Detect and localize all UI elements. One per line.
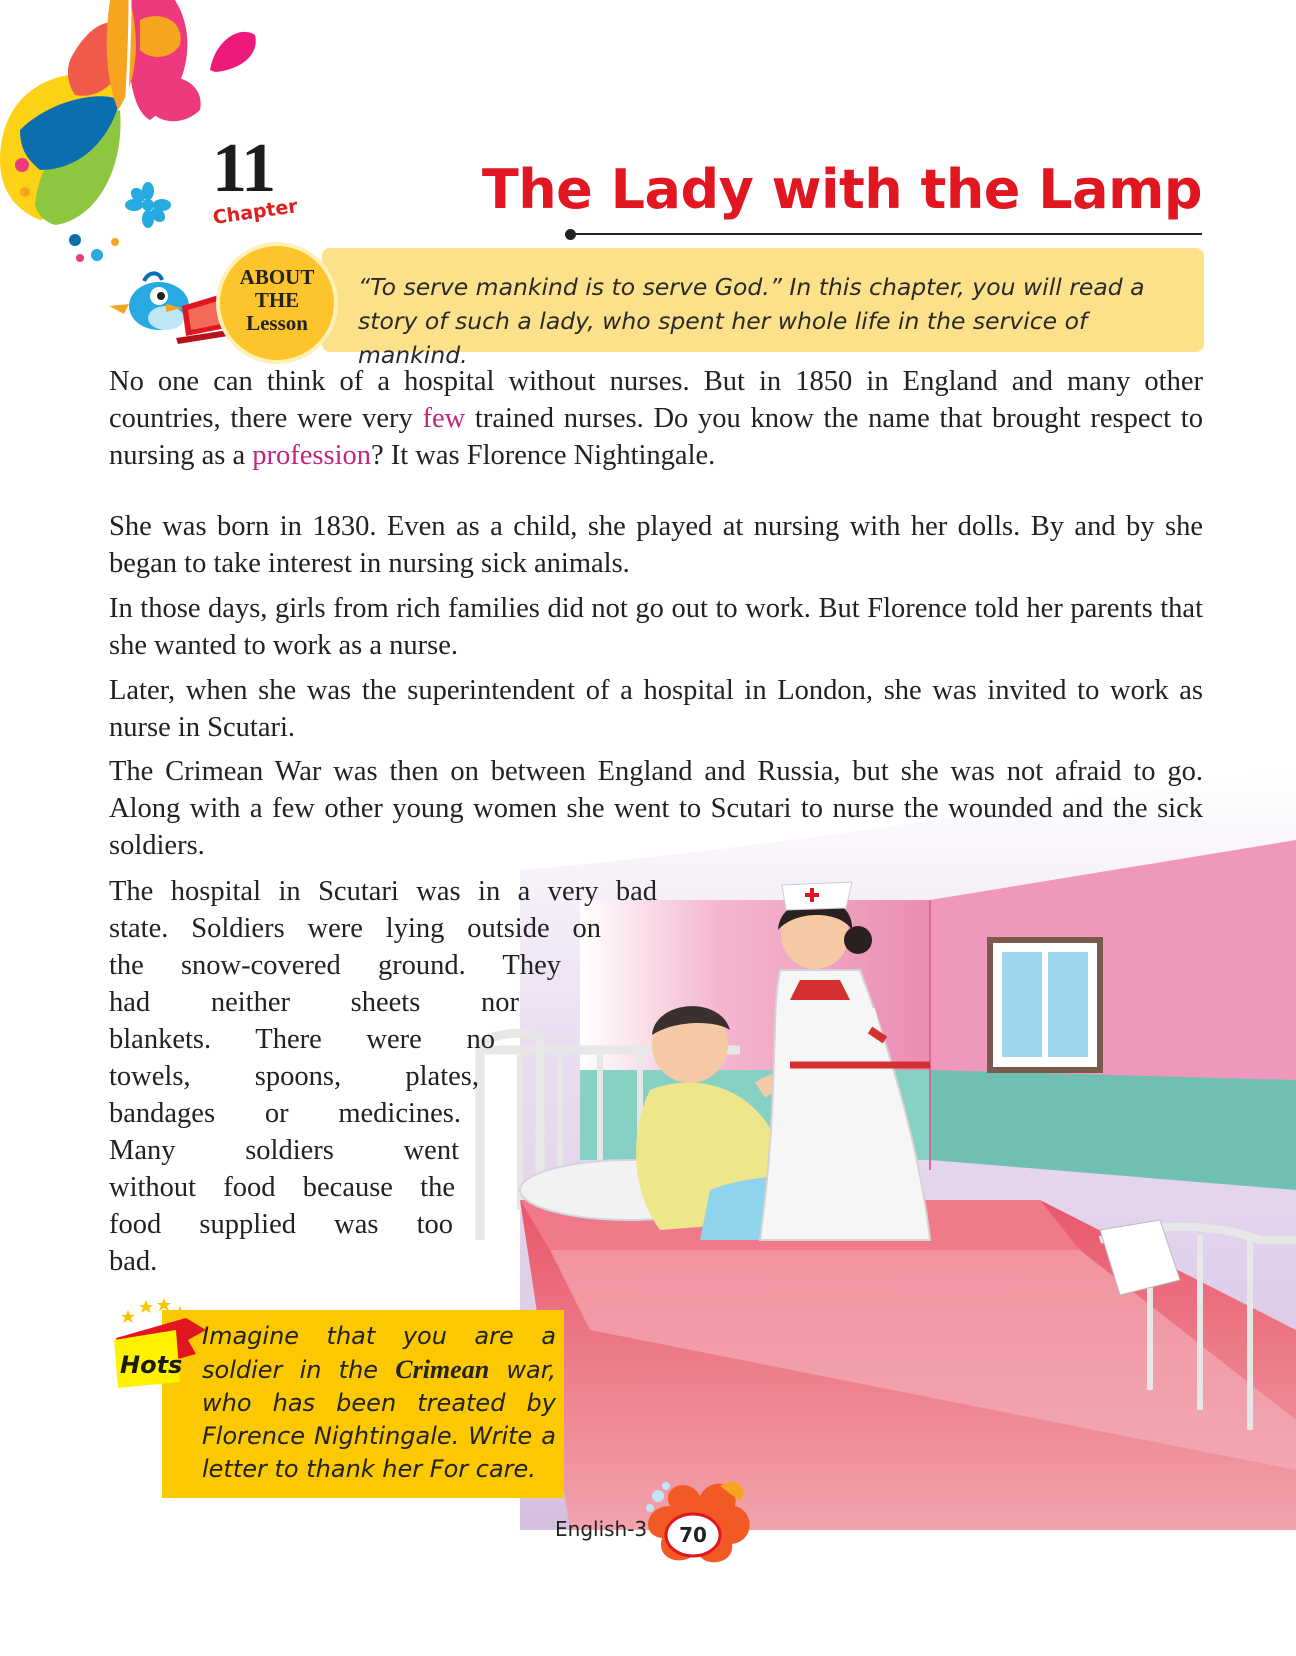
about-lesson-badge (220, 246, 334, 360)
about-label-line1: ABOUT (239, 265, 315, 289)
paragraph-5: The Crimean War was then on between England and Russia, but she was not afraid to go. Along with a few other young women she went to Scutari to nurse the wounded and the sick soldiers. (109, 756, 1203, 861)
page-number: 70 (679, 1523, 707, 1547)
hots-flag-icon (106, 1290, 216, 1390)
paragraph-1 (109, 363, 1203, 474)
about-label-line3: Lesson (246, 311, 308, 335)
hots-text (202, 1320, 556, 1486)
book-name: English-3 (555, 1517, 648, 1541)
paragraph-4: Later, when she was the superintendent of a hospital in London, she was invited to work as nurse in Scutari. (109, 675, 1203, 743)
paragraph-6-line: Many soldiers went (109, 1135, 459, 1166)
paragraph-1-part-c: ? It was Florence Nightingale. (371, 440, 716, 471)
paragraph-2: She was born in 1830. Even as a child, she played at nursing with her dolls. By and by she began to take interest in nursing sick animals. (109, 511, 1203, 579)
paragraph-6-line: state. Soldiers were lying outside on (109, 913, 601, 944)
paragraph-6-line: The hospital in Scutari was in a very bad (109, 876, 657, 907)
paragraph-6-line: towels, spoons, plates, (109, 1061, 479, 1092)
hots-text-part-a: Imagine that you are a soldier in the (202, 1322, 556, 1384)
vocab-word-profession: profession (252, 440, 371, 471)
paragraph-6-line: blankets. There were no (109, 1024, 495, 1055)
title-underline (570, 233, 1202, 235)
paragraph-3: In those days, girls from rich families did not go out to work. But Florence told her parents that she wanted to work as a nurse. (109, 593, 1203, 661)
title-underline-dot (565, 229, 576, 240)
paragraph-6-line: bandages or medicines. (109, 1098, 461, 1129)
about-lesson-text: “To serve mankind is to serve God.” In this chapter, you will read a story of such a lady, who spent her whole life in the service of mankind. (358, 273, 1145, 369)
page-title: The Lady with the Lamp (481, 158, 1202, 221)
paragraph-1-part-a: No one can think of a hospital without nurses. But in 1850 in England and many other countries, there were very (109, 366, 1203, 434)
paragraph-1-part-b: trained nurses. Do you know the name that brought respect to nursing as a (109, 403, 1203, 471)
hots-text-part-b: war, who has been treated by Florence Nightingale. Write a letter to thank her For care. (202, 1356, 556, 1483)
chapter-label: Chapter (211, 195, 299, 229)
paragraph-6-line: without food because the (109, 1172, 455, 1203)
paragraph-6-line: had neither sheets nor (109, 987, 519, 1018)
paragraph-6-line: bad. (109, 1246, 158, 1277)
paragraph-6 (109, 873, 657, 1280)
hots-label: Hots (120, 1351, 183, 1379)
vocab-word-few: few (422, 403, 466, 434)
paragraph-6-line: the snow-covered ground. They (109, 950, 561, 981)
paragraph-6-line: food supplied was too (109, 1209, 453, 1240)
chapter-number: 11 (212, 130, 275, 207)
about-label-line2: THE (254, 288, 300, 312)
bird-with-laptop-icon (104, 266, 234, 350)
hots-keyword: Crimean (395, 1355, 490, 1384)
